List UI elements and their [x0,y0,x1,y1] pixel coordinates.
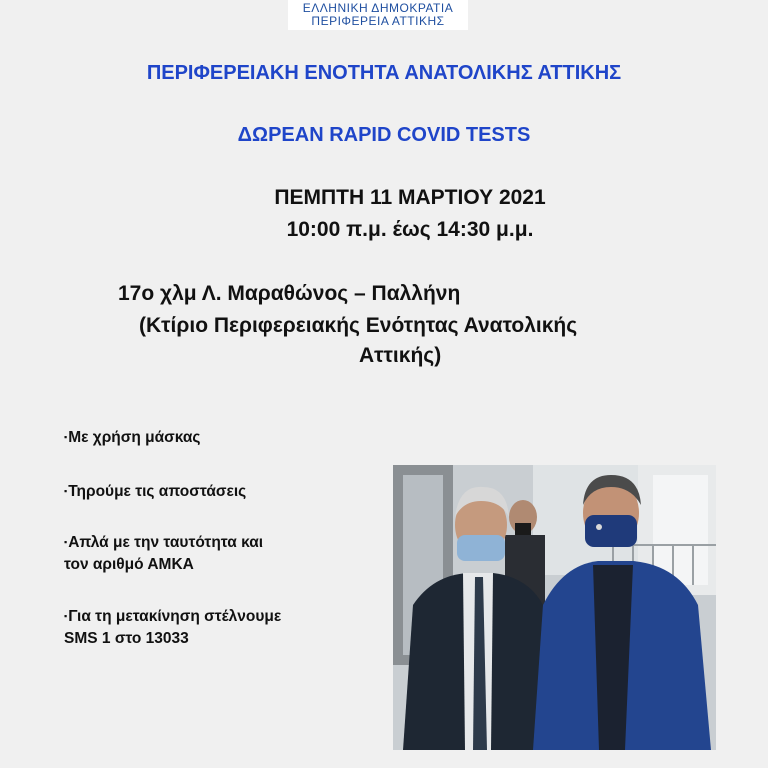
bullet-text: Με χρήση μάσκας [68,429,201,446]
bullet-item-mask [64,426,364,449]
event-time: 10:00 π.μ. έως 14:30 μ.μ. [286,218,534,241]
bullet-item-distance [64,480,364,503]
logo-line-2: ΠΕΡΙΦΕΡΕΙΑ ΑΤΤΙΚΗΣ [311,14,445,28]
location-building: (Κτίριο Περιφερειακής Ενότητας Ανατολικής [139,314,578,337]
bullet-mark: ▪ [64,611,68,621]
bullet-text: Απλά με την ταυτότητα και [68,534,264,551]
bullet-item-sms [64,605,364,650]
bullet-text: Τηρούμε τις αποστάσεις [68,483,247,500]
event-subtitle: ΔΩΡΕΑΝ RAPID COVID TESTS [237,124,531,146]
location-address: 17ο χλμ Λ. Μαραθώνος – Παλλήνη [118,282,461,305]
bullet-item-id [64,531,364,576]
bullet-text-cont: τον αριθμό ΑΜΚΑ [64,556,194,573]
event-date: ΠΕΜΠΤΗ 11 ΜΑΡΤΙΟΥ 2021 [274,186,546,209]
region-heading: ΠΕΡΙΦΕΡΕΙΑΚΗ ΕΝΟΤΗΤΑ ΑΝΑΤΟΛΙΚΗΣ ΑΤΤΙΚΗΣ [146,62,622,84]
bullet-mark: ▪ [64,432,68,442]
bullet-mark: ▪ [64,486,68,496]
region-logo [288,0,468,30]
bullet-text: Για τη μετακίνηση στέλνουμε [68,608,282,625]
bullet-mark: ▪ [64,537,68,547]
logo-line-1: ΕΛΛΗΝΙΚΗ ΔΗΜΟΚΡΑΤΙΑ [302,1,454,15]
officials-photo-illustration [393,465,716,750]
location-building-cont: Αττικής) [359,344,442,367]
officials-photo [393,465,716,750]
bullet-text-cont: SMS 1 στο 13033 [64,630,189,647]
